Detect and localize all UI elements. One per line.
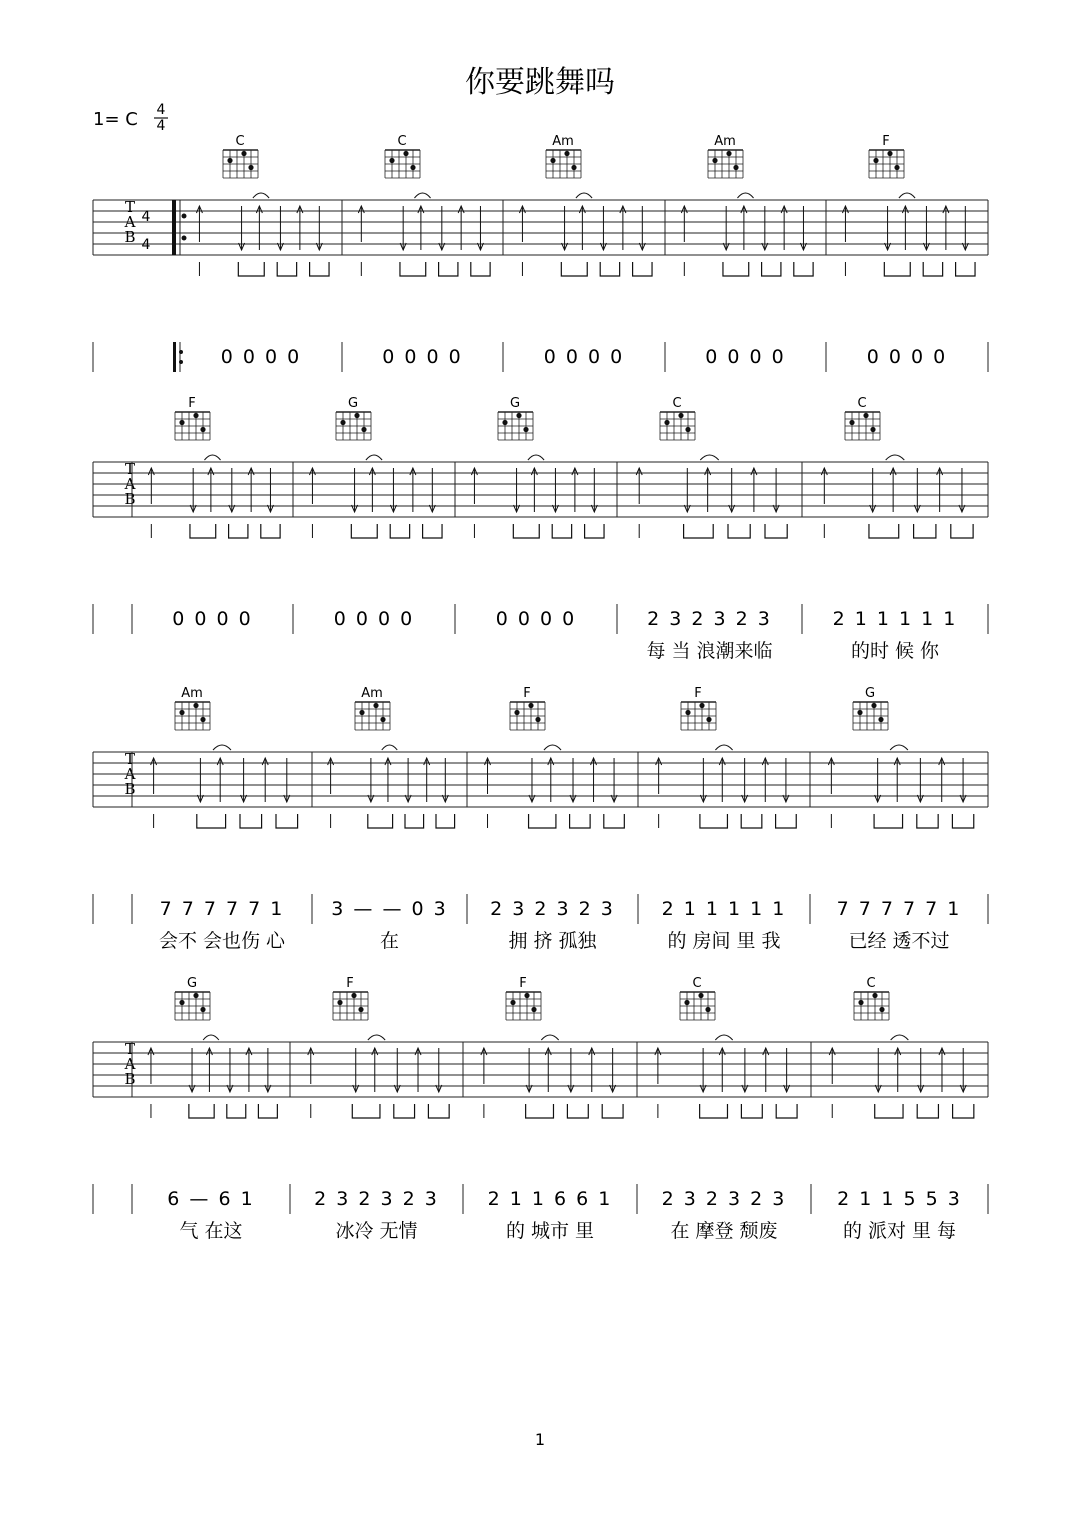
tie-arc	[576, 193, 592, 198]
rhythm-beam	[277, 262, 296, 276]
rhythm-beam	[436, 814, 455, 828]
system-1	[93, 134, 988, 372]
rhythm-beam	[923, 262, 942, 276]
rhythm-beam	[633, 262, 652, 276]
chord-finger-dot	[857, 710, 862, 715]
chord-finger-dot	[410, 165, 415, 170]
lyric-text: 在 摩登 颓废	[670, 1220, 778, 1242]
rhythm-beam	[227, 1104, 246, 1118]
repeat-dot	[182, 214, 187, 219]
tab-letter: B	[124, 490, 136, 508]
chord-finger-dot	[684, 1000, 689, 1005]
chord-finger-dot	[705, 1007, 710, 1012]
chord-name: C	[866, 976, 876, 991]
jianpu-notes: 2 3 2 3 2 3	[314, 1188, 439, 1210]
rhythm-beam	[765, 524, 787, 538]
tab-letter: T	[124, 1040, 136, 1058]
rhythm-beam	[604, 814, 625, 828]
lyric-text: 已经 透不过	[848, 930, 950, 952]
chord-name: F	[694, 686, 702, 701]
rhythm-beam	[276, 814, 298, 828]
song-title: 你要跳舞吗	[465, 65, 615, 100]
chord-finger-dot	[550, 158, 555, 163]
lyric-text: 在	[379, 930, 400, 952]
rhythm-beam	[741, 814, 762, 828]
notation-repeat-dot	[179, 350, 183, 354]
jianpu-notes: 2 3 2 3 2 3	[661, 1188, 787, 1210]
rhythm-beam	[351, 524, 377, 538]
jianpu-notes: 2 3 2 3 2 3	[647, 608, 772, 630]
rhythm-beam	[190, 524, 216, 538]
rhythm-beam	[439, 262, 458, 276]
tie-arc	[204, 455, 220, 460]
jianpu-notes: 7 7 7 7 7 1	[836, 898, 962, 920]
lyric-text: 冰冷 无情	[335, 1220, 418, 1242]
rhythm-beam	[723, 262, 749, 276]
tie-arc	[890, 745, 908, 750]
chord-finger-dot	[389, 158, 394, 163]
chord-finger-dot	[863, 413, 868, 418]
rhythm-beam	[602, 1104, 623, 1118]
chord-finger-dot	[354, 413, 359, 418]
tab-letter: B	[124, 228, 136, 246]
tab-letter: B	[124, 780, 136, 798]
chord-name: F	[519, 976, 527, 991]
tie-arc	[382, 745, 398, 750]
rhythm-beam	[513, 524, 539, 538]
rhythm-beam	[874, 814, 902, 828]
chord-finger-dot	[193, 703, 198, 708]
lyric-text: 每 当 浪潮来临	[646, 640, 773, 662]
jianpu-notes: 0 0 0 0	[220, 346, 302, 368]
tab-time-bottom: 4	[141, 237, 151, 253]
chord-name: Am	[714, 134, 736, 149]
chord-name: G	[509, 396, 521, 411]
chord-finger-dot	[361, 427, 366, 432]
lyric-text: 会不 会也伤 心	[158, 930, 286, 952]
chord-finger-dot	[200, 1007, 205, 1012]
chord-finger-dot	[227, 158, 232, 163]
tab-letter: T	[124, 198, 136, 216]
tab-time-top: 4	[141, 209, 151, 225]
chord-finger-dot	[514, 710, 519, 715]
tie-arc	[544, 745, 561, 750]
rhythm-beam	[526, 1104, 554, 1118]
chord-finger-dot	[373, 703, 378, 708]
notation-repeat-dot	[179, 360, 183, 364]
chord-finger-dot	[193, 993, 198, 998]
jianpu-notes: 0 0 0 0	[705, 346, 786, 368]
rhythm-beam	[917, 814, 938, 828]
jianpu-notes: 0 0 0 0	[333, 608, 415, 630]
rhythm-beam	[189, 1104, 214, 1118]
rhythm-beam	[529, 814, 556, 828]
rhythm-beam	[741, 1104, 762, 1118]
lyric-text: 的 房间 里 我	[667, 930, 781, 952]
chord-finger-dot	[887, 151, 892, 156]
chord-name: C	[672, 396, 682, 411]
chord-finger-dot	[200, 717, 205, 722]
tie-arc	[715, 745, 732, 750]
tab-letter: B	[124, 1070, 136, 1088]
chord-finger-dot	[873, 158, 878, 163]
chord-finger-dot	[193, 413, 198, 418]
time-signature-bottom: 4	[156, 118, 166, 134]
rhythm-beam	[240, 814, 262, 828]
system-2	[93, 396, 988, 662]
rhythm-beam	[423, 524, 442, 538]
chord-finger-dot	[179, 1000, 184, 1005]
chord-name: G	[186, 976, 198, 991]
rhythm-beam	[585, 524, 604, 538]
chord-finger-dot	[849, 420, 854, 425]
tie-arc	[899, 193, 915, 198]
rhythm-beam	[570, 814, 591, 828]
tie-arc	[203, 1035, 219, 1040]
tie-arc	[253, 193, 269, 198]
chord-finger-dot	[706, 717, 711, 722]
tie-arc	[528, 455, 544, 460]
chord-finger-dot	[340, 420, 345, 425]
chord-finger-dot	[248, 165, 253, 170]
chord-finger-dot	[879, 1007, 884, 1012]
rhythm-beam	[914, 524, 936, 538]
chord-name: Am	[361, 686, 383, 701]
jianpu-notes: 7 7 7 7 7 1	[159, 898, 285, 920]
jianpu-notes: 0 0 0 0	[543, 346, 625, 368]
tie-arc	[541, 1035, 558, 1040]
jianpu-notes: 0 0 0 0	[866, 346, 948, 368]
jianpu-notes: 6 — 6 1	[167, 1188, 255, 1210]
rhythm-beam	[561, 262, 587, 276]
rhythm-beam	[229, 524, 248, 538]
chord-name: G	[347, 396, 359, 411]
tab-letter: A	[124, 475, 136, 493]
chord-name: C	[235, 134, 245, 149]
lyric-text: 的时 候 你	[850, 640, 940, 662]
rhythm-beam	[776, 1104, 797, 1118]
chord-finger-dot	[678, 413, 683, 418]
chord-finger-dot	[531, 1007, 536, 1012]
jianpu-notes: 2 1 1 1 1 1	[832, 608, 958, 630]
notation-repeat-bar	[173, 342, 176, 372]
rhythm-beam	[238, 262, 264, 276]
key-signature: 1= C	[93, 109, 138, 130]
chord-name: C	[857, 396, 867, 411]
chord-finger-dot	[733, 165, 738, 170]
rhythm-beam	[869, 524, 899, 538]
chord-finger-dot	[664, 420, 669, 425]
tab-letter: T	[124, 750, 136, 768]
chord-finger-dot	[351, 993, 356, 998]
time-signature-top: 4	[156, 102, 166, 118]
rhythm-beam	[700, 1104, 728, 1118]
jianpu-notes: 2 1 1 6 6 1	[487, 1188, 613, 1210]
tab-letter: A	[124, 213, 136, 231]
chord-finger-dot	[502, 420, 507, 425]
rhythm-beam	[728, 524, 750, 538]
rhythm-beam	[700, 814, 728, 828]
rhythm-beam	[917, 1104, 938, 1118]
chord-finger-dot	[524, 993, 529, 998]
rhythm-beam	[951, 524, 973, 538]
rhythm-beam	[261, 524, 280, 538]
chord-finger-dot	[528, 703, 533, 708]
lyric-text: 拥 挤 孤独	[508, 930, 597, 952]
rhythm-beam	[394, 1104, 415, 1118]
chord-name: C	[397, 134, 407, 149]
jianpu-notes: 2 3 2 3 2 3	[490, 898, 615, 920]
tie-arc	[213, 745, 231, 750]
tab-letter: A	[124, 765, 136, 783]
chord-finger-dot	[241, 151, 246, 156]
lyric-text: 的 派对 里 每	[842, 1220, 957, 1242]
rhythm-beam	[567, 1104, 588, 1118]
chord-name: F	[188, 396, 196, 411]
rhythm-beam	[952, 814, 973, 828]
rhythm-beam	[352, 1104, 380, 1118]
lyric-text: 气 在这	[179, 1220, 243, 1242]
rhythm-beam	[400, 262, 426, 276]
chord-finger-dot	[179, 420, 184, 425]
chord-finger-dot	[685, 427, 690, 432]
repeat-thick-bar	[172, 200, 176, 255]
chord-name: Am	[181, 686, 203, 701]
chord-finger-dot	[878, 717, 883, 722]
chord-finger-dot	[403, 151, 408, 156]
rhythm-beam	[368, 814, 393, 828]
rhythm-beam	[956, 262, 975, 276]
chord-finger-dot	[510, 1000, 515, 1005]
rhythm-beam	[428, 1104, 449, 1118]
chord-finger-dot	[726, 151, 731, 156]
chord-finger-dot	[858, 1000, 863, 1005]
chord-finger-dot	[535, 717, 540, 722]
chord-finger-dot	[685, 710, 690, 715]
chord-finger-dot	[380, 717, 385, 722]
rhythm-beam	[884, 262, 910, 276]
tie-arc	[366, 455, 382, 460]
tie-arc	[368, 1035, 385, 1040]
rhythm-beam	[953, 1104, 974, 1118]
rhythm-beam	[762, 262, 781, 276]
rhythm-beam	[405, 814, 424, 828]
tab-letter: A	[124, 1055, 136, 1073]
rhythm-beam	[310, 262, 329, 276]
tie-arc	[414, 193, 430, 198]
chord-finger-dot	[564, 151, 569, 156]
rhythm-beam	[794, 262, 813, 276]
chord-name: F	[523, 686, 531, 701]
jianpu-notes: 0 0 0 0	[172, 608, 253, 630]
chord-finger-dot	[872, 993, 877, 998]
chord-finger-dot	[358, 1007, 363, 1012]
tie-arc	[737, 193, 753, 198]
jianpu-notes: 0 0 0 0	[495, 608, 577, 630]
rhythm-beam	[390, 524, 409, 538]
chord-finger-dot	[712, 158, 717, 163]
system-4	[93, 976, 988, 1242]
chord-finger-dot	[516, 413, 521, 418]
chord-finger-dot	[699, 703, 704, 708]
rhythm-beam	[776, 814, 797, 828]
chord-finger-dot	[894, 165, 899, 170]
rhythm-beam	[684, 524, 714, 538]
tie-arc	[715, 1035, 732, 1040]
systems	[93, 134, 988, 1242]
tie-arc	[700, 455, 719, 460]
chord-finger-dot	[698, 993, 703, 998]
rhythm-beam	[471, 262, 490, 276]
chord-name: C	[692, 976, 702, 991]
chord-finger-dot	[200, 427, 205, 432]
rhythm-beam	[258, 1104, 277, 1118]
chord-name: F	[882, 134, 890, 149]
repeat-dot	[182, 236, 187, 241]
rhythm-beam	[600, 262, 619, 276]
jianpu-notes: 0 0 0 0	[382, 346, 463, 368]
tab-letter: T	[124, 460, 136, 478]
page-number: 1	[534, 1430, 546, 1449]
rhythm-beam	[197, 814, 226, 828]
chord-finger-dot	[337, 1000, 342, 1005]
chord-name: G	[864, 686, 876, 701]
chord-finger-dot	[359, 710, 364, 715]
jianpu-notes: 2 1 1 1 1 1	[661, 898, 787, 920]
system-3	[93, 686, 988, 952]
jianpu-notes: 3 — — 0 3	[331, 898, 448, 920]
rhythm-beam	[875, 1104, 903, 1118]
chord-finger-dot	[523, 427, 528, 432]
chord-finger-dot	[571, 165, 576, 170]
chord-finger-dot	[871, 703, 876, 708]
rhythm-beam	[552, 524, 571, 538]
chord-name: Am	[552, 134, 574, 149]
jianpu-notes: 2 1 1 5 5 3	[837, 1188, 962, 1210]
chord-finger-dot	[870, 427, 875, 432]
chord-name: F	[346, 976, 354, 991]
chord-finger-dot	[179, 710, 184, 715]
lyric-text: 的 城市 里	[505, 1220, 595, 1242]
tie-arc	[886, 455, 905, 460]
tie-arc	[891, 1035, 909, 1040]
